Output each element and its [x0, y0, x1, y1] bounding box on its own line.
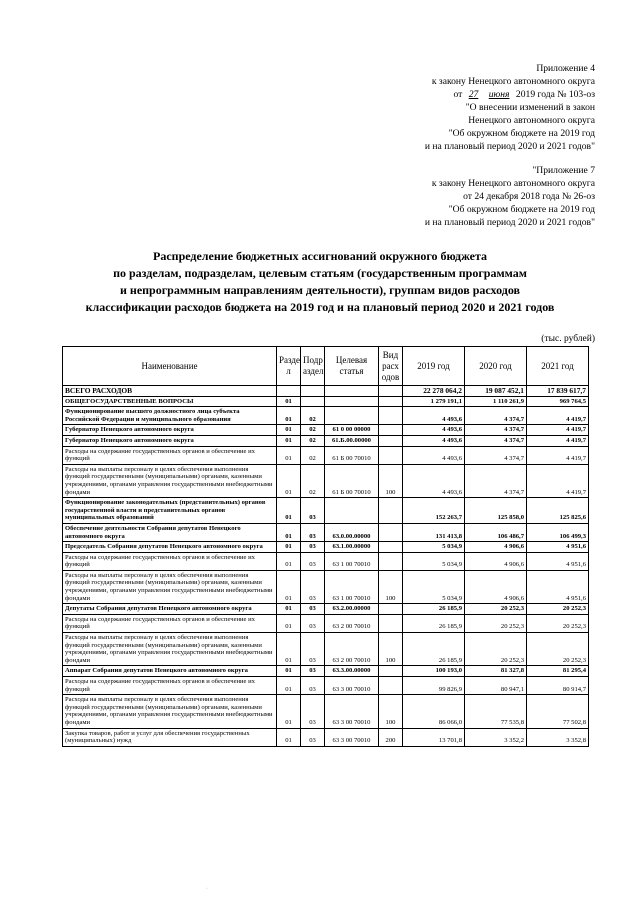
- table-row: [63, 552, 589, 570]
- table-row: [63, 542, 589, 553]
- cell-2020: 4 374,7: [465, 425, 527, 436]
- col-header-2020: 2020 год: [465, 347, 527, 386]
- cell-subsection: 02: [301, 464, 325, 497]
- cell-2020: 20 252,3: [465, 614, 527, 632]
- cell-subsection: 02: [301, 435, 325, 446]
- cell-2020: 4 374,7: [465, 435, 527, 446]
- cell-name: ОБЩЕГОСУДАРСТВЕННЫЕ ВОПРОСЫ: [63, 396, 277, 407]
- cell-name: ВСЕГО РАСХОДОВ: [63, 386, 277, 397]
- cell-subsection: [301, 396, 325, 407]
- cell-section: 01: [277, 695, 301, 728]
- cell-2020: 20 252,3: [465, 633, 527, 666]
- cell-subsection: 03: [301, 498, 325, 524]
- cell-article: 63 3 00 70010: [325, 677, 379, 695]
- col-header-article: Целевая статья: [325, 347, 379, 386]
- col-header-name: Наименование: [63, 347, 277, 386]
- cell-name: Расходы на содержание государственных органов и обеспечение их функций: [63, 446, 277, 464]
- cell-section: 01: [277, 407, 301, 425]
- cell-2021: 4 419,7: [527, 435, 589, 446]
- cell-2021: 20 252,3: [527, 604, 589, 615]
- cell-article: 63.2.00.00000: [325, 604, 379, 615]
- cell-subsection: 02: [301, 446, 325, 464]
- cell-2021: 4 951,6: [527, 542, 589, 553]
- cell-2021: 80 914,7: [527, 677, 589, 695]
- cell-article: 61.Б.00.00000: [325, 435, 379, 446]
- table-row: [63, 396, 589, 407]
- cell-2021: 125 825,6: [527, 498, 589, 524]
- table-body: [63, 386, 589, 747]
- cell-section: 01: [277, 523, 301, 541]
- cell-2019: 4 493,6: [403, 464, 465, 497]
- cell-2021: 20 252,3: [527, 614, 589, 632]
- cell-section: [277, 386, 301, 397]
- cell-article: 61 0 00 00000: [325, 425, 379, 436]
- cell-2021: 4 951,6: [527, 552, 589, 570]
- cell-2019: 100 193,0: [403, 666, 465, 677]
- cell-name: Аппарат Собрания депутатов Ненецкого автономного округа: [63, 666, 277, 677]
- cell-expense-type: [379, 614, 403, 632]
- cell-2020: 77 535,8: [465, 695, 527, 728]
- orig-annex-date: от 24 декабря 2018 года № 26-оз: [463, 191, 595, 202]
- cell-2020: 3 352,2: [465, 728, 527, 746]
- cell-expense-type: 100: [379, 695, 403, 728]
- cell-2021: 4 419,7: [527, 407, 589, 425]
- cell-subsection: 03: [301, 695, 325, 728]
- cell-2021: 4 419,7: [527, 446, 589, 464]
- cell-name: Расходы на содержание государственных органов и обеспечение их функций: [63, 677, 277, 695]
- cell-subsection: 03: [301, 728, 325, 746]
- annex-date-line: [425, 88, 595, 101]
- cell-2020: 4 374,7: [465, 446, 527, 464]
- cell-expense-type: [379, 396, 403, 407]
- cell-name: Расходы на выплаты персоналу в целях обеспечения выполнения функций государственными (муниципальными) органами, казенными учреждениями, органами управления государственными внебюджетными фондами: [63, 464, 277, 497]
- table-row: [63, 728, 589, 746]
- budget-table: [62, 346, 589, 747]
- cell-2019: 86 066,0: [403, 695, 465, 728]
- cell-expense-type: [379, 446, 403, 464]
- cell-subsection: 03: [301, 570, 325, 603]
- cell-subsection: 03: [301, 552, 325, 570]
- cell-2020: 19 087 452,1: [465, 386, 527, 397]
- cell-article: 63.0.00.00000: [325, 523, 379, 541]
- annex-subject-line-4: и на плановый период 2020 и 2021 годов": [424, 141, 595, 152]
- cell-section: 01: [277, 498, 301, 524]
- date-prefix: от: [453, 89, 463, 100]
- cell-section: 01: [277, 666, 301, 677]
- cell-2020: 80 947,1: [465, 677, 527, 695]
- cell-subsection: 03: [301, 542, 325, 553]
- cell-name: Губернатор Ненецкого автономного округа: [63, 425, 277, 436]
- cell-expense-type: [379, 386, 403, 397]
- annex-subject-line-3: "Об окружном бюджете на 2019 год: [448, 128, 595, 139]
- cell-expense-type: [379, 542, 403, 553]
- table-row: [63, 695, 589, 728]
- cell-2021: 4 419,7: [527, 464, 589, 497]
- cell-2020: 125 858,0: [465, 498, 527, 524]
- cell-2019: 26 185,9: [403, 614, 465, 632]
- cell-article: 63 3 00 70010: [325, 695, 379, 728]
- table-row: [63, 666, 589, 677]
- cell-2021: 77 502,8: [527, 695, 589, 728]
- cell-subsection: 03: [301, 614, 325, 632]
- cell-article: 61 Б 00 70010: [325, 446, 379, 464]
- table-row: [63, 407, 589, 425]
- cell-article: [325, 396, 379, 407]
- cell-subsection: 03: [301, 633, 325, 666]
- cell-expense-type: 100: [379, 464, 403, 497]
- annex-subject-line-2: Ненецкого автономного округа: [468, 115, 595, 126]
- cell-2020: 4 906,6: [465, 552, 527, 570]
- cell-2019: 152 263,7: [403, 498, 465, 524]
- cell-expense-type: 100: [379, 633, 403, 666]
- cell-article: 63 3 00 70010: [325, 728, 379, 746]
- cell-name: Функционирование законодательных (представительных) органов государственной власти и представительных органов муниципальных образований: [63, 498, 277, 524]
- table-row: [63, 570, 589, 603]
- cell-subsection: 02: [301, 407, 325, 425]
- annex-original-header: [425, 164, 595, 229]
- col-header-2021: 2021 год: [527, 347, 589, 386]
- cell-expense-type: [379, 498, 403, 524]
- cell-section: 01: [277, 425, 301, 436]
- cell-2020: 106 486,7: [465, 523, 527, 541]
- cell-2019: 5 034,9: [403, 570, 465, 603]
- cell-2019: 26 185,9: [403, 633, 465, 666]
- cell-name: Расходы на содержание государственных органов и обеспечение их функций: [63, 614, 277, 632]
- handwritten-day: 27: [468, 89, 479, 100]
- cell-expense-type: [379, 677, 403, 695]
- cell-article: 63.1.00.00000: [325, 542, 379, 553]
- cell-article: 63 2 00 70010: [325, 633, 379, 666]
- cell-name: Расходы на выплаты персоналу в целях обеспечения выполнения функций государственными (муниципальными) органами, казенными учреждениями, органами управления государственными внебюджетными фондами: [63, 695, 277, 728]
- cell-2019: 5 034,9: [403, 542, 465, 553]
- cell-section: 01: [277, 728, 301, 746]
- cell-section: 01: [277, 677, 301, 695]
- annex-law-ref: к закону Ненецкого автономного округа: [431, 76, 595, 87]
- cell-subsection: 03: [301, 666, 325, 677]
- col-header-section: Разде л: [277, 347, 301, 386]
- cell-2019: 4 493,6: [403, 407, 465, 425]
- cell-expense-type: [379, 407, 403, 425]
- cell-2019: 99 826,9: [403, 677, 465, 695]
- cell-expense-type: 100: [379, 570, 403, 603]
- title-line-3: и непрограммным направлениям деятельности), группам видов расходов: [119, 283, 521, 297]
- cell-2019: 131 413,8: [403, 523, 465, 541]
- orig-annex-subject-1: "Об окружном бюджете на 2019 год: [448, 204, 595, 215]
- cell-name: Закупка товаров, работ и услуг для обеспечения государственных (муниципальных) нужд: [63, 728, 277, 746]
- cell-expense-type: [379, 666, 403, 677]
- cell-name: Председатель Собрания депутатов Ненецкого автономного округа: [63, 542, 277, 553]
- cell-2020: 81 327,8: [465, 666, 527, 677]
- cell-2020: 4 374,7: [465, 464, 527, 497]
- cell-expense-type: [379, 604, 403, 615]
- cell-section: 01: [277, 464, 301, 497]
- orig-annex-number: "Приложение 7: [532, 165, 595, 176]
- cell-article: 63.3.00.00000: [325, 666, 379, 677]
- table-row: [63, 633, 589, 666]
- title-line-1: Распределение бюджетных ассигнований окружного бюджета: [153, 249, 487, 263]
- units-label: (тыс. рублей): [541, 334, 595, 344]
- cell-subsection: 02: [301, 425, 325, 436]
- cell-name: Функционирование высшего должностного лица субъекта Российской Федерации и муниципального образования: [63, 407, 277, 425]
- cell-2021: 20 252,3: [527, 633, 589, 666]
- cell-expense-type: [379, 523, 403, 541]
- cell-name: Расходы на содержание государственных органов и обеспечение их функций: [63, 552, 277, 570]
- title-line-4: классификации расходов бюджета на 2019 год и на плановый период 2020 и 2021 годов: [85, 300, 555, 314]
- cell-2021: 81 295,4: [527, 666, 589, 677]
- cell-article: 63 1 00 70010: [325, 570, 379, 603]
- cell-name: Расходы на выплаты персоналу в целях обеспечения выполнения функций государственными (муниципальными) органами, казенными учреждениями, органами управления государственными внебюджетными фондами: [63, 633, 277, 666]
- table-row: [63, 523, 589, 541]
- cell-section: 01: [277, 435, 301, 446]
- cell-name: Обеспечение деятельности Собрания депутатов Ненецкого автономного округа: [63, 523, 277, 541]
- cell-expense-type: [379, 435, 403, 446]
- cell-expense-type: [379, 552, 403, 570]
- cell-section: 01: [277, 570, 301, 603]
- table-row: [63, 677, 589, 695]
- cell-2020: 20 252,3: [465, 604, 527, 615]
- cell-2019: 1 279 191,1: [403, 396, 465, 407]
- cell-name: Депутаты Собрания депутатов Ненецкого автономного округа: [63, 604, 277, 615]
- table-row: [63, 386, 589, 397]
- cell-name: Губернатор Ненецкого автономного округа: [63, 435, 277, 446]
- cell-subsection: 03: [301, 677, 325, 695]
- cell-2019: 22 278 064,2: [403, 386, 465, 397]
- cell-2021: 17 839 617,7: [527, 386, 589, 397]
- cell-subsection: [301, 386, 325, 397]
- cell-expense-type: [379, 425, 403, 436]
- table-row: [63, 435, 589, 446]
- cell-2021: 969 764,5: [527, 396, 589, 407]
- cell-name: Расходы на выплаты персоналу в целях обеспечения выполнения функций государственными (муниципальными) органами, казенными учреждениями, органами управления государственными внебюджетными фондами: [63, 570, 277, 603]
- cell-article: [325, 386, 379, 397]
- table-header-row: [63, 347, 589, 386]
- table-row: [63, 604, 589, 615]
- table-row: [63, 498, 589, 524]
- handwritten-month: июня: [488, 89, 510, 100]
- cell-section: 01: [277, 552, 301, 570]
- cell-2019: 26 185,9: [403, 604, 465, 615]
- cell-expense-type: 200: [379, 728, 403, 746]
- cell-section: 01: [277, 614, 301, 632]
- cell-subsection: 03: [301, 604, 325, 615]
- cell-2020: 4 374,7: [465, 407, 527, 425]
- cell-2021: 106 499,3: [527, 523, 589, 541]
- cell-2019: 4 493,6: [403, 425, 465, 436]
- scan-mark: ·: [206, 886, 208, 892]
- cell-section: 01: [277, 446, 301, 464]
- cell-2019: 4 493,6: [403, 435, 465, 446]
- col-header-2019: 2019 год: [403, 347, 465, 386]
- cell-article: [325, 407, 379, 425]
- table-row: [63, 425, 589, 436]
- orig-annex-law-ref: к закону Ненецкого автономного округа: [431, 178, 595, 189]
- table-row: [63, 446, 589, 464]
- cell-section: 01: [277, 542, 301, 553]
- table-row: [63, 614, 589, 632]
- cell-subsection: 03: [301, 523, 325, 541]
- cell-2021: 3 352,8: [527, 728, 589, 746]
- cell-2020: 1 110 261,9: [465, 396, 527, 407]
- date-suffix: 2019 года № 103-оз: [515, 89, 595, 100]
- cell-article: [325, 498, 379, 524]
- col-header-expense-type: Вид расх одов: [379, 347, 403, 386]
- cell-section: 01: [277, 396, 301, 407]
- cell-2019: 13 701,8: [403, 728, 465, 746]
- annex-subject-line-1: "О внесении изменений в закон: [465, 102, 595, 113]
- cell-section: 01: [277, 604, 301, 615]
- cell-2020: 4 906,6: [465, 542, 527, 553]
- cell-2021: 4 951,6: [527, 570, 589, 603]
- cell-article: 63 1 00 70010: [325, 552, 379, 570]
- annex-number: Приложение 4: [536, 63, 595, 74]
- annex-current-header: [425, 62, 595, 153]
- document-title: [40, 248, 600, 316]
- cell-article: 61 Б 00 70010: [325, 464, 379, 497]
- cell-article: 63 2 00 70010: [325, 614, 379, 632]
- cell-2019: 5 034,9: [403, 552, 465, 570]
- cell-2019: 4 493,6: [403, 446, 465, 464]
- cell-2020: 4 906,6: [465, 570, 527, 603]
- cell-2021: 4 419,7: [527, 425, 589, 436]
- orig-annex-subject-2: и на плановый период 2020 и 2021 годов": [424, 217, 595, 228]
- cell-section: 01: [277, 633, 301, 666]
- title-line-2: по разделам, подразделам, целевым статьям (государственным программам: [113, 266, 527, 280]
- table-row: [63, 464, 589, 497]
- col-header-subsection: Подр аздел: [301, 347, 325, 386]
